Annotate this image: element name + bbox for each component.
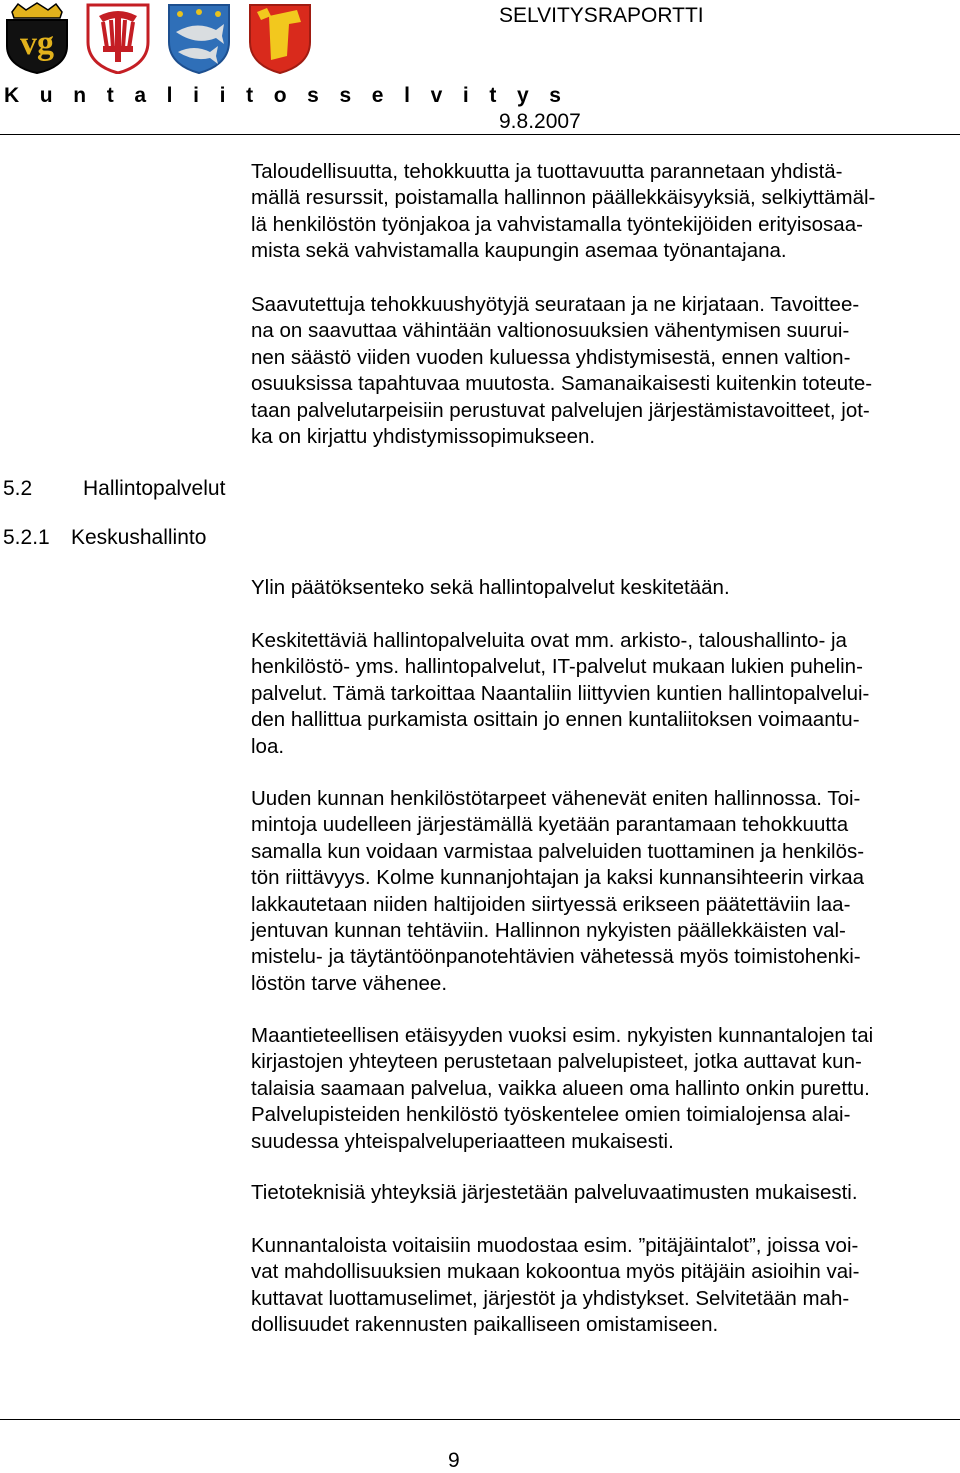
text-line: palvelut. Tämä tarkoittaa Naantaliin liittyvien kuntien hallintopalvelui- [251, 681, 870, 705]
text-line: Palvelupisteiden henkilöstö työskentelee omien toimialojensa alai- [251, 1103, 851, 1127]
paragraph-centralization [251, 575, 951, 601]
section-heading-5-2 [3, 477, 225, 501]
crest-red-yellow-icon [247, 2, 313, 74]
footer-divider [0, 1419, 960, 1420]
report-type-label: SELVITYSRAPORTTI [499, 4, 704, 27]
text-line: suudessa yhteispalveluperiaatteen mukaisesti. [251, 1129, 674, 1153]
text-line: kirjastojen yhteyteen perustetaan palvelupisteet, jotka auttavat kun- [251, 1050, 862, 1074]
section-title: Keskushallinto [71, 526, 207, 549]
paragraph-staffing [251, 786, 951, 997]
text-line: mista sekä vahvistamalla kaupungin asemaa työnantajana. [251, 239, 787, 263]
text-line: Kunnantaloista voitaisiin muodostaa esim. ”pitäjäintalot”, joissa voi- [251, 1234, 859, 1257]
text-line: dollisuudet rakennusten paikalliseen omistamiseen. [251, 1313, 719, 1337]
text-line: Uuden kunnan henkilöstötarpeet vähenevät eniten hallinnossa. Toi- [251, 787, 861, 810]
text-line: Saavutettuja tehokkuushyötyjä seurataan ja ne kirjataan. Tavoittee- [251, 293, 860, 316]
text-line: na on saavuttaa vähintään valtionosuuksien vähentymisen suurui- [251, 319, 850, 343]
text-line: Taloudellisuutta, tehokkuutta ja tuottavuutta parannetaan yhdistä- [251, 160, 843, 183]
text-line: mällä resurssit, poistamalla hallinnon päällekkäisyyksiä, selkiyttämäl- [251, 186, 876, 210]
text-line: Tietoteknisiä yhteyksiä järjestetään palveluvaatimusten mukaisesti. [251, 1181, 858, 1204]
text-line: jentuvan kunnan tehtäviin. Hallinnon nykyisten päällekkäisten val- [251, 919, 846, 943]
text-line: henkilöstö- yms. hallintopalvelut, IT-palvelut mukaan lukien puhelin- [251, 655, 863, 679]
section-number: 5.2 [3, 477, 33, 500]
text-line: lä henkilöstön työnjakoa ja vahvistamalla työntekijöiden erityisosaa- [251, 212, 863, 236]
header-divider [0, 134, 960, 135]
paragraph-efficiency [251, 159, 951, 265]
svg-text:vg: vg [20, 25, 54, 62]
paragraph-it-connections [251, 1180, 951, 1206]
text-line: mintoja uudelleen järjestämällä kyetään parantamaan tehokkuutta [251, 813, 849, 837]
text-line: loa. [251, 734, 285, 758]
paragraph-centralized-services [251, 628, 951, 760]
text-line: ka on kirjattu yhdistymissopimukseen. [251, 425, 596, 449]
text-line: löstön tarve vähenee. [251, 971, 448, 995]
text-line: samalla kun voidaan varmistaa palveluiden tuottaminen ja henkilös- [251, 839, 865, 863]
text-line: Keskitettäviä hallintopalveluita ovat mm. arkisto-, taloushallinto- ja [251, 629, 847, 652]
paragraph-savings-goals [251, 292, 951, 450]
crest-vg-icon [4, 2, 70, 74]
section-number: 5.2.1 [3, 526, 50, 549]
text-line: lakkautetaan niiden haltijoiden siirtyessä erikseen päätettäviin laa- [251, 892, 851, 916]
page-number: 9 [448, 1449, 460, 1472]
text-line: tön riittävyys. Kolme kunnanjohtajan ja kaksi kunnansihteerin virkaa [251, 866, 865, 890]
text-line: taan palvelutarpeisiin perustuvat palvelujen järjestämistavoitteet, jot- [251, 398, 870, 422]
text-line: talaisia saamaan palvelua, vaikka alueen oma hallinto onkin purettu. [251, 1076, 870, 1100]
text-line: nen säästö viiden vuoden kuluessa yhdistymisestä, ennen valtion- [251, 345, 851, 369]
section-heading-5-2-1 [3, 526, 206, 550]
text-line: kuttavat luottamuselimet, järjestöt ja yhdistykset. Selvitetään mah- [251, 1286, 850, 1310]
text-line: Maantieteellisen etäisyyden vuoksi esim. nykyisten kunnantalojen tai [251, 1024, 874, 1047]
document-series-title: K u n t a l i i t o s s e l v i t y s [4, 84, 569, 107]
paragraph-service-points [251, 1023, 951, 1155]
text-line: den hallittua purkamista osittain jo ennen kuntaliitoksen voimaantu- [251, 708, 860, 732]
text-line: Ylin päätöksenteko sekä hallintopalvelut keskitetään. [251, 576, 730, 599]
section-title: Hallintopalvelut [83, 477, 226, 500]
text-line: mistelu- ja täytäntöönpanotehtävien vähetessä myös toimistohenki- [251, 945, 861, 969]
paragraph-parish-halls [251, 1233, 951, 1339]
crest-blue-fish-icon [166, 2, 232, 74]
text-line: vat mahdollisuuksien mukaan kokoontua myös pitäjäin asioihin vai- [251, 1260, 860, 1284]
report-date: 9.8.2007 [499, 110, 581, 133]
crest-red-shield-icon [85, 2, 151, 74]
text-line: osuuksissa tapahtuvaa muutosta. Samanaikaisesti kuitenkin toteute- [251, 372, 873, 396]
